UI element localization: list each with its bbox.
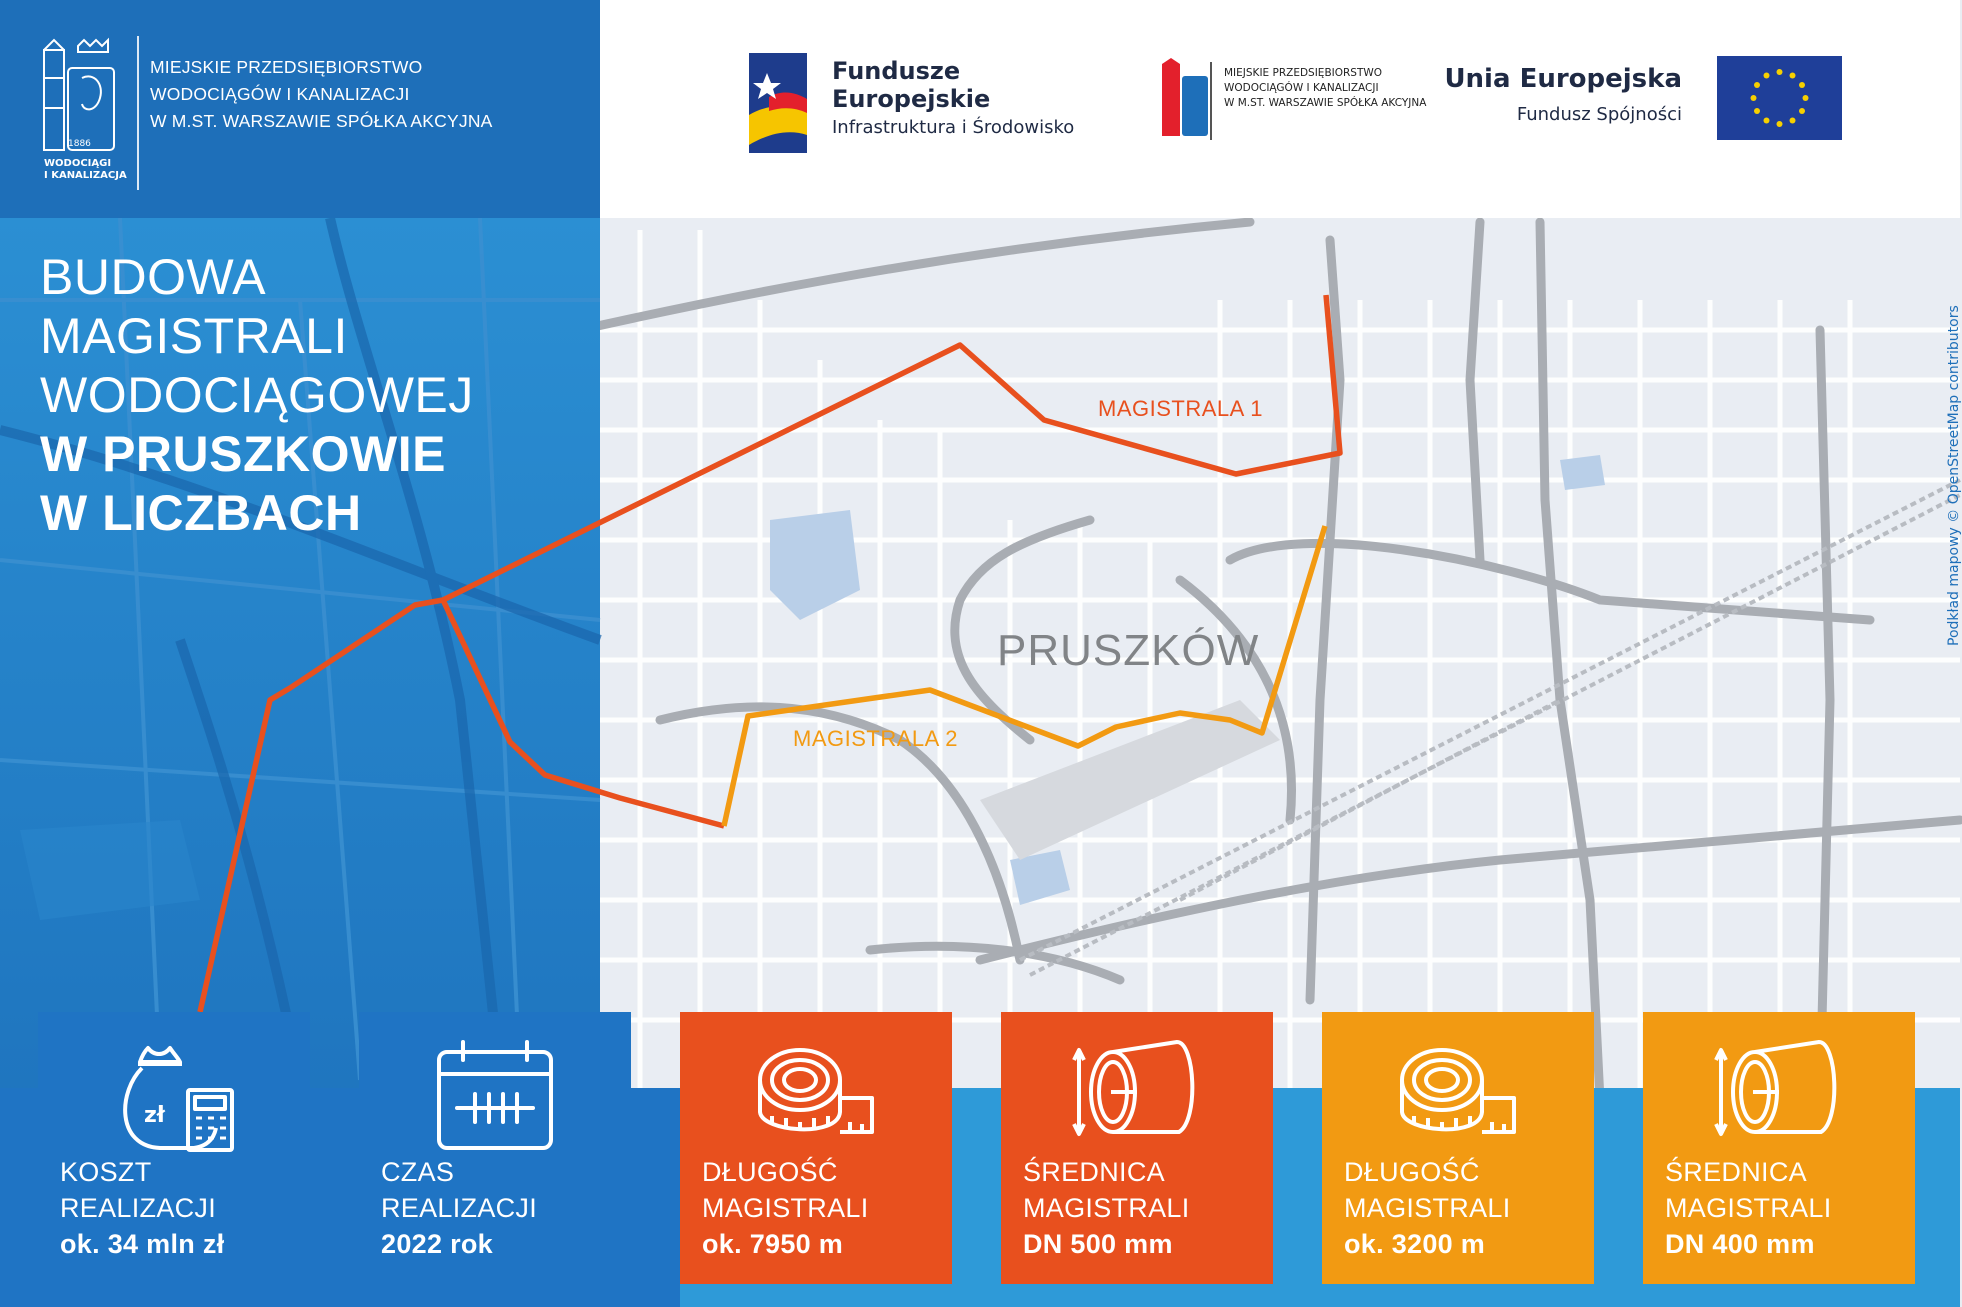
stat-cost — [38, 1012, 310, 1284]
headline-line-5: W LICZBACH — [40, 485, 362, 541]
header-left-blue — [0, 0, 600, 218]
stat-cost-line2: REALIZACJI — [60, 1193, 217, 1223]
stat-diameter-1-line1: ŚREDNICA — [1023, 1157, 1165, 1187]
ue-subtitle: Fundusz Spójności — [1516, 104, 1682, 125]
fe-star-flag-icon — [749, 53, 829, 153]
stat-diameter-2-value: DN 400 mm — [1665, 1229, 1815, 1259]
company-line-3: W M.ST. WARSZAWIE SPÓŁKA AKCYJNA — [150, 111, 493, 131]
mpwik-small-text: MIEJSKIE PRZEDSIĘBIORSTWO WODOCIĄGÓW I KANALIZACJI W M.ST. WARSZAWIE SPÓŁKA AKCYJNA — [1224, 67, 1427, 109]
headline-line-4: W PRUSZKOWIE — [40, 426, 446, 482]
stat-diameter-1 — [1001, 1012, 1273, 1284]
stat-length-2-value: ok. 3200 m — [1344, 1229, 1486, 1259]
stat-diameter-2 — [1643, 1012, 1915, 1284]
stat-diameter-2-line1: ŚREDNICA — [1665, 1157, 1807, 1187]
stat-cost-line1: KOSZT — [60, 1157, 152, 1187]
mpwik-small-emblem-icon — [1160, 58, 1218, 142]
stat-length-1 — [680, 1012, 952, 1284]
pipe-diameter-icon — [1713, 1028, 1845, 1160]
logo-divider — [137, 36, 139, 190]
stat-diameter-1-value: DN 500 mm — [1023, 1229, 1173, 1259]
stat-time-line1: CZAS — [381, 1157, 455, 1187]
stat-length-2 — [1322, 1012, 1594, 1284]
pipe-diameter-icon — [1071, 1028, 1203, 1160]
route1-label: MAGISTRALA 1 — [1098, 396, 1263, 421]
headline — [40, 248, 474, 543]
eu-flag-icon — [1717, 56, 1842, 140]
stat-diameter-2-line2: MAGISTRALI — [1665, 1193, 1832, 1223]
city-label: PRUSZKÓW — [997, 626, 1260, 675]
money-bag-calculator-icon — [108, 1028, 240, 1160]
stat-cost-value: ok. 34 mln zł — [60, 1229, 225, 1259]
calendar-icon — [429, 1028, 561, 1160]
company-line-1: MIEJSKIE PRZEDSIĘBIORSTWO — [150, 57, 423, 77]
route2-label: MAGISTRALA 2 — [793, 726, 958, 751]
headline-line-1: BUDOWA — [40, 249, 267, 305]
stat-length-2-line2: MAGISTRALI — [1344, 1193, 1511, 1223]
mpwik-emblem-logo — [38, 38, 127, 181]
company-line-2: WODOCIĄGÓW I KANALIZACJI — [150, 84, 410, 104]
stat-time-value: 2022 rok — [381, 1229, 493, 1259]
ue-title: Unia Europejska — [1444, 64, 1682, 94]
stat-time — [359, 1012, 631, 1284]
stat-diameter-1-line2: MAGISTRALI — [1023, 1193, 1190, 1223]
tape-measure-icon — [750, 1028, 882, 1160]
emblem-year: 1886 — [68, 139, 91, 149]
emblem-line2: I KANALIZACJA — [44, 170, 127, 181]
stat-time-line2: REALIZACJI — [381, 1193, 538, 1223]
headline-line-2: MAGISTRALI — [40, 308, 348, 364]
fundusze-europejskie-logo — [749, 53, 1079, 153]
stat-length-1-value: ok. 7950 m — [702, 1229, 844, 1259]
map-credit: Podkład mapowy © OpenStreetMap contributors — [1946, 305, 1962, 646]
emblem-line1: WODOCIĄGI — [44, 158, 112, 169]
fe-title: Fundusze Europejskie — [832, 57, 991, 113]
tape-measure-icon — [1392, 1028, 1524, 1160]
unia-europejska-logo — [1444, 56, 1850, 146]
stat-length-1-line2: MAGISTRALI — [702, 1193, 869, 1223]
stat-length-2-line1: DŁUGOŚĆ — [1344, 1157, 1480, 1187]
headline-line-3: WODOCIĄGOWEJ — [40, 367, 474, 423]
stat-length-1-line1: DŁUGOŚĆ — [702, 1157, 838, 1187]
mpwik-small-logo — [1160, 58, 1427, 148]
fe-subtitle: Infrastruktura i Środowisko — [832, 117, 1075, 138]
company-name — [150, 54, 580, 135]
header-bar — [0, 0, 1960, 218]
money-bag-currency: zł — [144, 1103, 165, 1128]
